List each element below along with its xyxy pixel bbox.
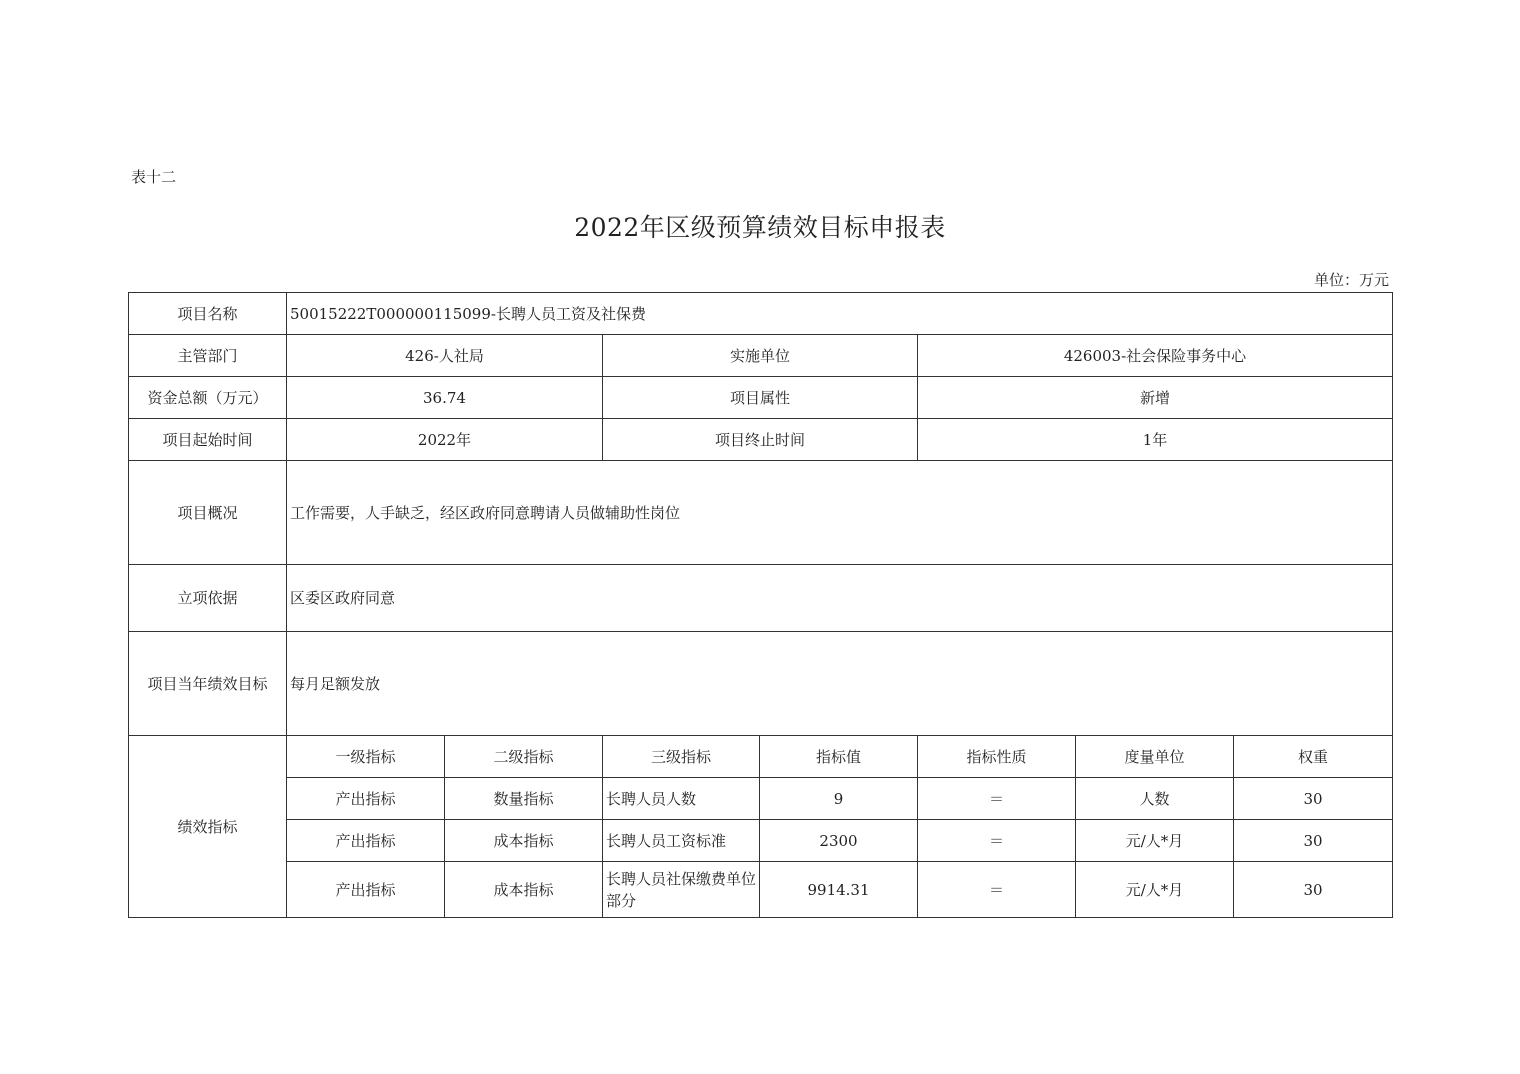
- row-time: [129, 419, 1393, 461]
- weight: 30: [1234, 862, 1393, 918]
- column-header: 三级指标: [603, 736, 760, 778]
- row-basis: [129, 565, 1393, 632]
- column-header: 指标值: [760, 736, 918, 778]
- implementing-unit-value: 426003-社会保险事务中心: [918, 335, 1393, 377]
- overview-value: 工作需要，人手缺乏，经区政府同意聘请人员做辅助性岗位: [287, 461, 1393, 565]
- table-number: 表十二: [131, 168, 177, 186]
- indicator-value: 9: [760, 778, 918, 820]
- column-header: 指标性质: [918, 736, 1076, 778]
- row-fund: [129, 377, 1393, 419]
- project-name-value: 50015222T000000115099-长聘人员工资及社保费: [287, 293, 1393, 335]
- page-title: 2022年区级预算绩效目标申报表: [574, 213, 946, 242]
- department-value: 426-人社局: [287, 335, 603, 377]
- start-time-value: 2022年: [287, 419, 603, 461]
- indicator-nature: ＝: [918, 820, 1076, 862]
- level2-indicator: 成本指标: [445, 820, 603, 862]
- indicator-row: [129, 862, 1393, 918]
- level3-indicator: 长聘人员社保缴费单位部分: [603, 862, 760, 918]
- measure-unit: 元/人*月: [1076, 862, 1234, 918]
- level1-indicator: 产出指标: [287, 862, 445, 918]
- unit-note: 单位：万元: [1313, 271, 1389, 289]
- level1-indicator: 产出指标: [287, 820, 445, 862]
- weight: 30: [1234, 778, 1393, 820]
- measure-unit: 人数: [1076, 778, 1234, 820]
- row-goal: [129, 632, 1393, 736]
- project-attribute-value: 新增: [918, 377, 1393, 419]
- indicator-nature: ＝: [918, 778, 1076, 820]
- column-header: 一级指标: [287, 736, 445, 778]
- fund-total-value: 36.74: [287, 377, 603, 419]
- project-attribute-label: 项目属性: [603, 377, 918, 419]
- level2-indicator: 成本指标: [445, 862, 603, 918]
- indicator-header-row: [129, 736, 1393, 778]
- end-time-value: 1年: [918, 419, 1393, 461]
- row-department: [129, 335, 1393, 377]
- indicator-row: [129, 820, 1393, 862]
- basis-value: 区委区政府同意: [287, 565, 1393, 632]
- level2-indicator: 数量指标: [445, 778, 603, 820]
- column-header: 二级指标: [445, 736, 603, 778]
- indicator-row: [129, 778, 1393, 820]
- measure-unit: 元/人*月: [1076, 820, 1234, 862]
- column-header: 度量单位: [1076, 736, 1234, 778]
- basis-label: 立项依据: [129, 565, 287, 632]
- level3-indicator: 长聘人员人数: [603, 778, 760, 820]
- column-header: 权重: [1234, 736, 1393, 778]
- start-time-label: 项目起始时间: [129, 419, 287, 461]
- row-overview: [129, 461, 1393, 565]
- weight: 30: [1234, 820, 1393, 862]
- implementing-unit-label: 实施单位: [603, 335, 918, 377]
- indicator-value: 2300: [760, 820, 918, 862]
- indicator-nature: ＝: [918, 862, 1076, 918]
- indicator-value: 9914.31: [760, 862, 918, 918]
- goal-label: 项目当年绩效目标: [129, 632, 287, 736]
- indicators-label: 绩效指标: [129, 736, 287, 918]
- department-label: 主管部门: [129, 335, 287, 377]
- overview-label: 项目概况: [129, 461, 287, 565]
- budget-performance-table: [128, 292, 1393, 918]
- goal-value: 每月足额发放: [287, 632, 1393, 736]
- level1-indicator: 产出指标: [287, 778, 445, 820]
- end-time-label: 项目终止时间: [603, 419, 918, 461]
- project-name-label: 项目名称: [129, 293, 287, 335]
- fund-total-label: 资金总额（万元）: [129, 377, 287, 419]
- row-project-name: [129, 293, 1393, 335]
- level3-indicator: 长聘人员工资标准: [603, 820, 760, 862]
